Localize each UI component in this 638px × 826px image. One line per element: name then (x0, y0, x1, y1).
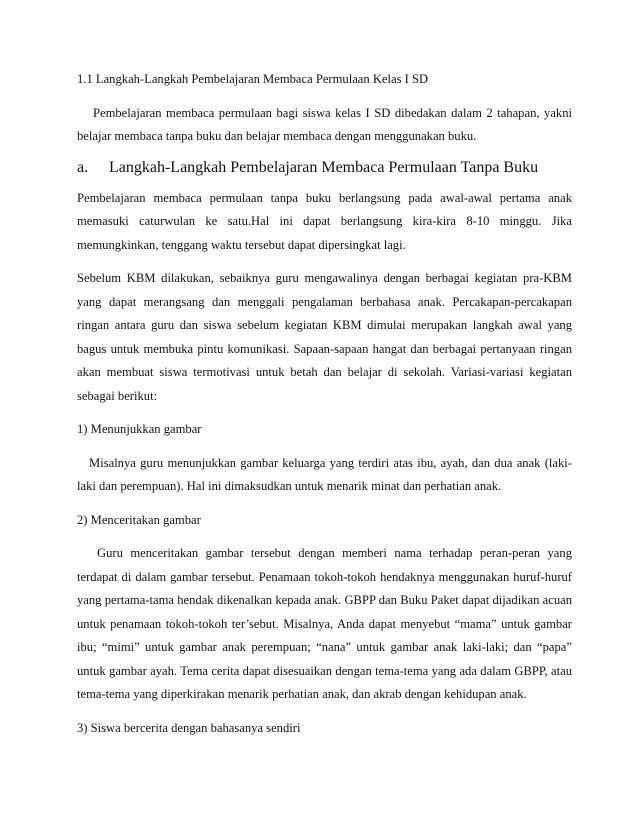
list-item-3-title: 3) Siswa bercerita dengan bahasanya sendiri (77, 720, 301, 735)
list-item-2-title: 2) Menceritakan gambar (77, 512, 201, 527)
list-item-2-text: Guru menceritakan gambar tersebut dengan memberi nama terhadap peran-peran yang terdapat di dalam gambar tersebut. Penamaan tokoh-tokoh hendaknya menggunakan huruf-huruf yang pertama-tama hendak dikenalkan kepada anak. GBPP dan Buku Paket dapat dijadikan acuan untuk penamaan tokoh-tokoh ter’sebut. Misalnya, Anda dapat menyebut “mama” untuk gambar ibu; “mimi” untuk gambar anak perempuan; “nana” untuk gambar anak laki-laki; dan “papa” untuk gambar ayah. Tema cerita dapat disesuaikan dengan tema-tema yang ada dalam GBPP, atau tema-tema yang diperkirakan menarik perhatian anak, dan akrab dengan kehidupan anak. (77, 546, 572, 701)
paragraph-1: Pembelajaran membaca permulaan tanpa buku berlangsung pada awal-awal pertama anak memasuki caturwulan ke satu.Hal ini dapat berlangsung kira-kira 8-10 minggu. Jika memungkinkan, tenggang waktu tersebut dapat dipersingkat lagi. (77, 190, 572, 252)
paragraph-2: Sebelum KBM dilakukan, sebaiknya guru mengawalinya dengan berbagai kegiatan pra-KBM yang dapat merangsang dan menggali pengalaman berbahasa anak. Percakapan-percakapan ringan antara guru dan siswa sebelum kegiatan KBM dimulai merupakan langkah awal yang bagus untuk membuka pintu komunikasi. Sapaan-sapaan hangat dan berbagai pertanyaan ringan akan membuat siswa termotivasi untuk betah dan belajar di sekolah. Variasi-variasi kegiatan sebagai berikut: (77, 271, 572, 403)
subheading-text: Langkah-Langkah Pembelajaran Membaca Permulaan Tanpa Buku (109, 158, 539, 176)
subheading (77, 159, 572, 177)
list-item-1-title: 1) Menunjukkan gambar (77, 422, 202, 436)
section-heading: 1.1 Langkah-Langkah Pembelajaran Membaca Permulaan Kelas I SD (77, 72, 429, 86)
intro-paragraph: Pembelajaran membaca permulaan bagi siswa kelas I SD dibedakan dalam 2 tahapan, yakni belajar membaca tanpa buku dan belajar membaca dengan menggunakan buku. (77, 105, 572, 143)
subheading-marker: a. (77, 158, 89, 176)
list-item-1-text: Misalnya guru menunjukkan gambar keluarga yang terdiri atas ibu, ayah, dan dua anak (laki-laki dan perempuan). Hal ini dimaksudkan untuk menarik minat dan perhatian anak. (77, 455, 572, 493)
